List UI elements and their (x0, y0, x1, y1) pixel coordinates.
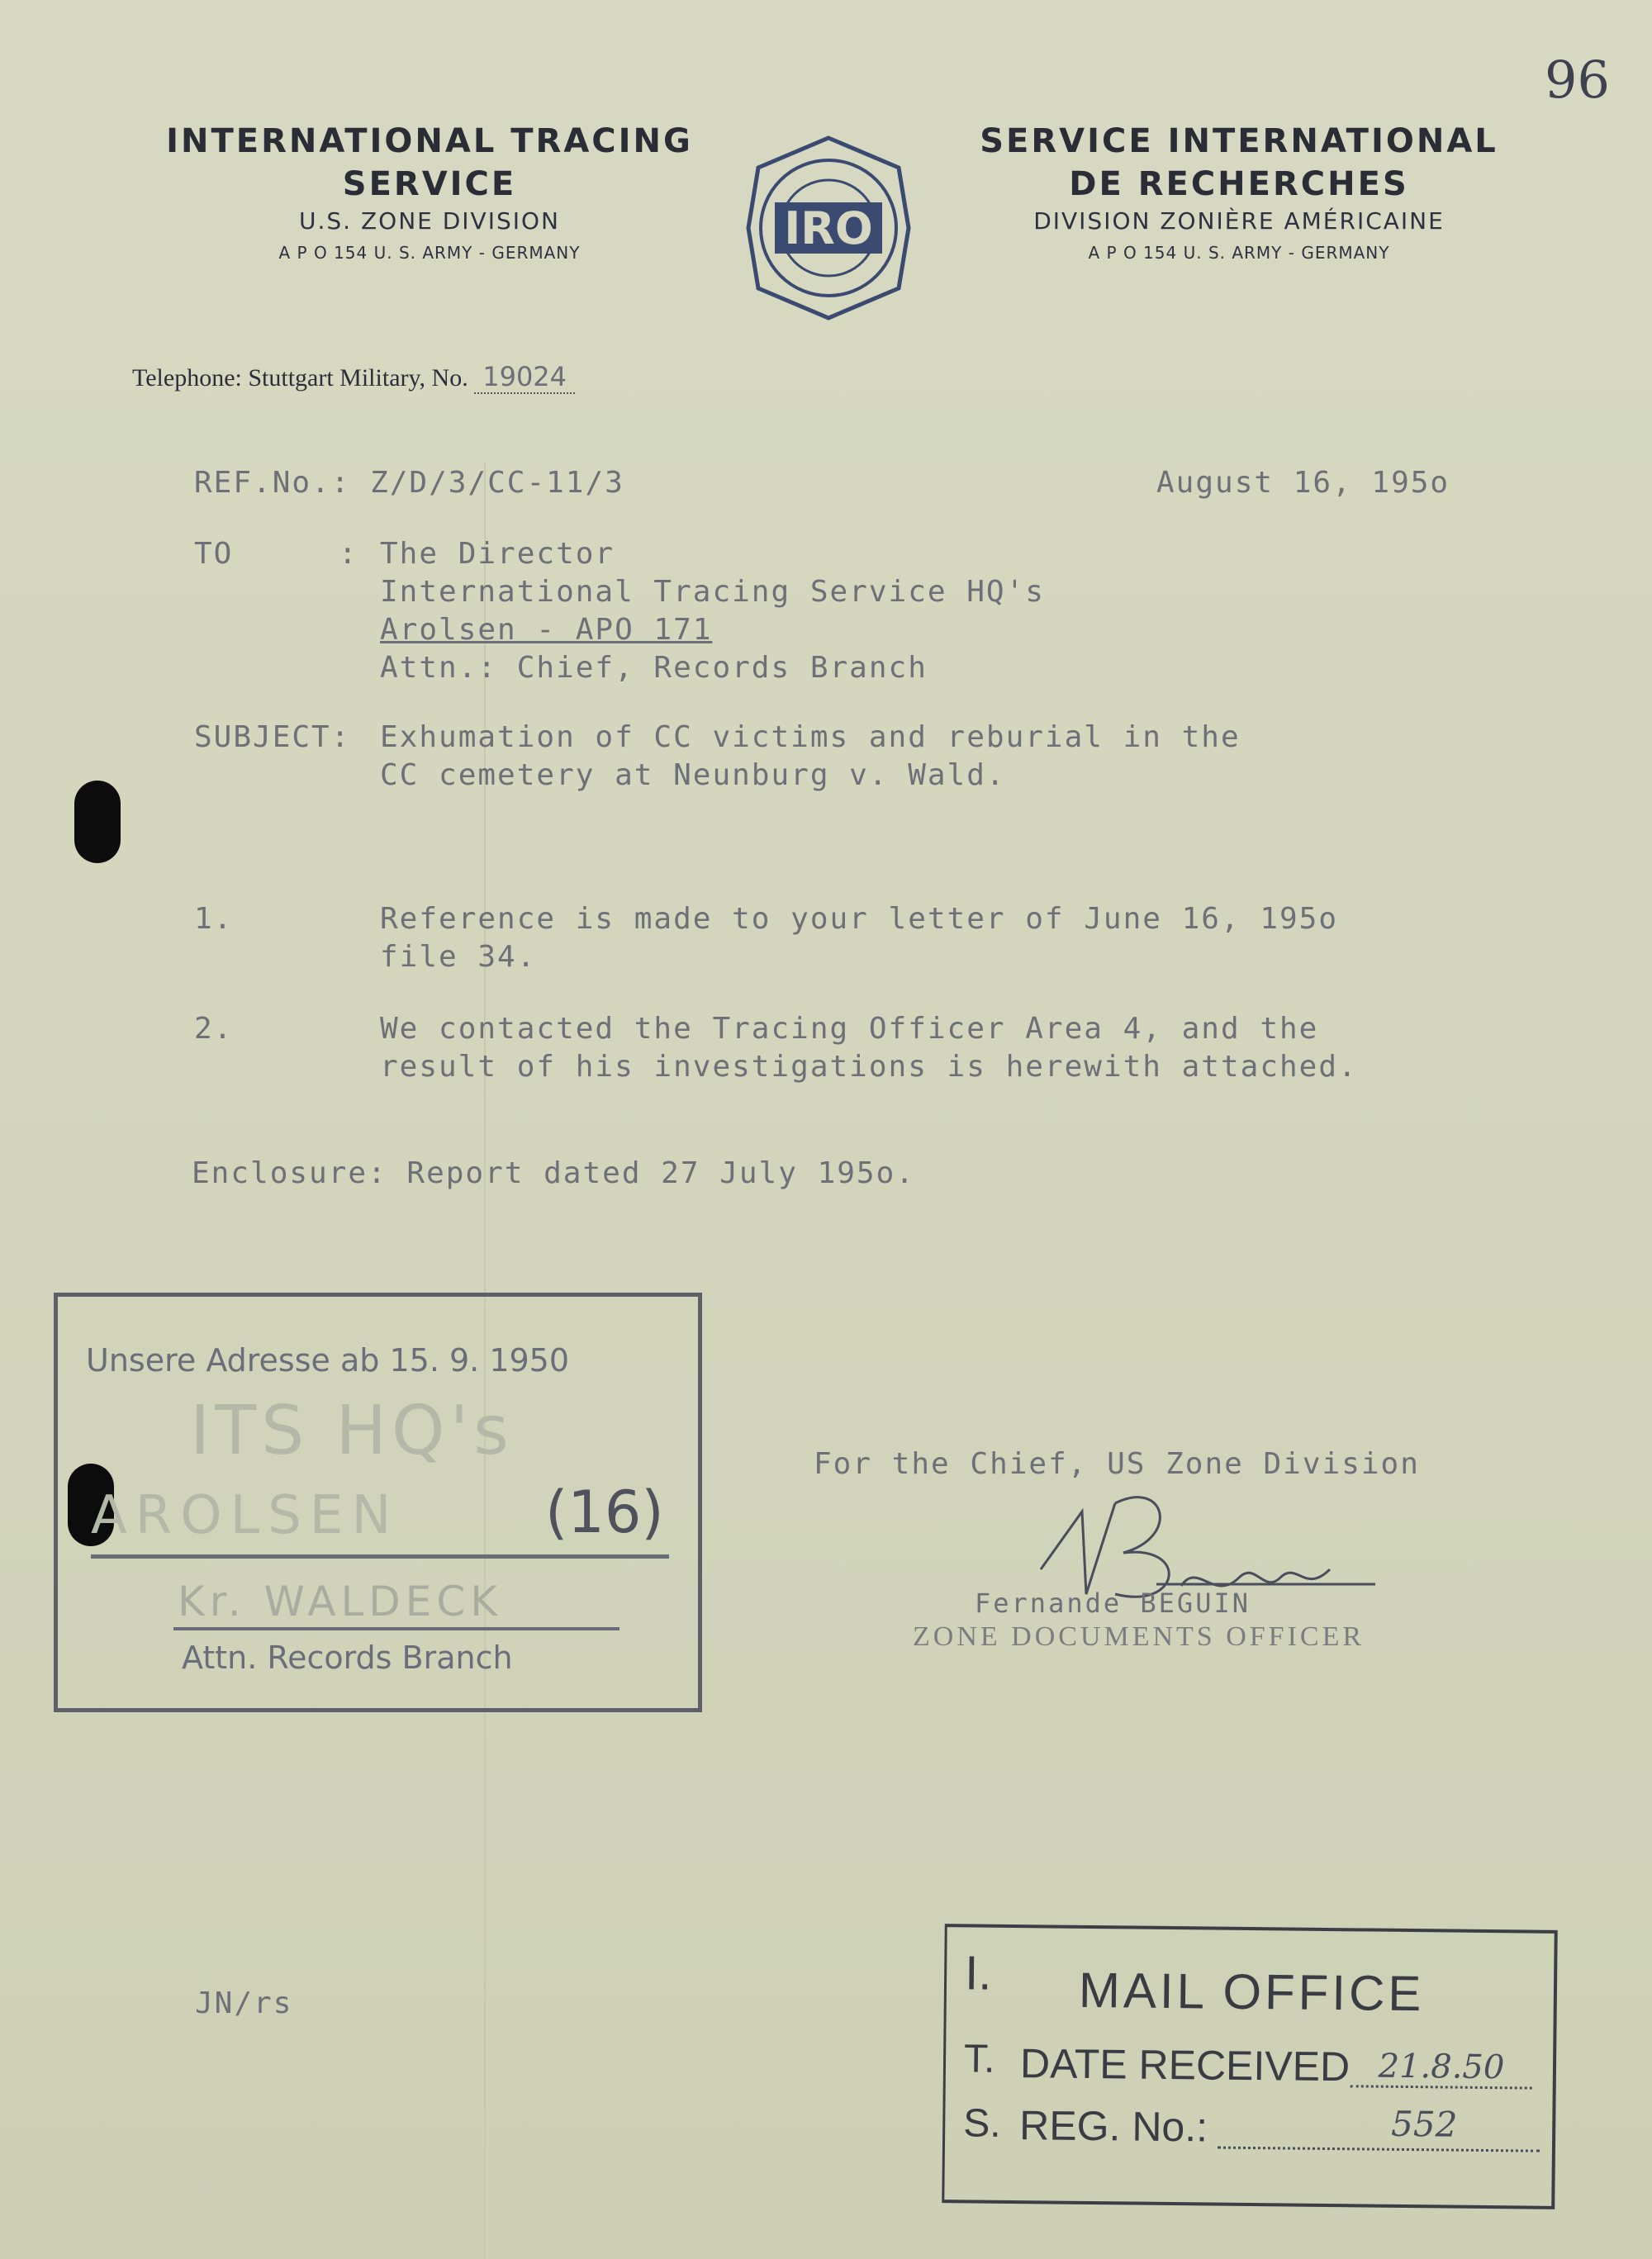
mail-stamp-side-letter: I. (964, 1946, 992, 2000)
to-colon: : (339, 537, 358, 571)
letterhead-left (116, 120, 743, 263)
paragraph-line: We contacted the Tracing Officer Area 4, and the (380, 1012, 1319, 1046)
address-stamp-line4: Kr. WALDECK (178, 1578, 503, 1625)
mail-stamp-reg-value: 552 (1390, 2103, 1458, 2145)
page-number: 96 (1545, 50, 1610, 110)
reference-number: REF.No.: Z/D/3/CC-11/3 (194, 466, 624, 500)
letterhead-right (925, 120, 1553, 263)
mail-stamp-received-label: DATE RECEIVED (1019, 2040, 1351, 2091)
to-label: TO (194, 537, 234, 571)
address-stamp-line5: Attn. Records Branch (182, 1640, 513, 1676)
mail-stamp-received-value: 21.8.50 (1351, 2047, 1533, 2089)
signature-title: ZONE DOCUMENTS OFFICER (913, 1621, 1365, 1652)
subject-block (380, 719, 1241, 795)
mail-stamp-title: MAIL OFFICE (1078, 1962, 1425, 2022)
address-stamp-code: (16) (545, 1478, 664, 1546)
paragraph (380, 1010, 1358, 1086)
punch-hole (74, 781, 121, 863)
paragraph-line: result of his investigations is herewith attached. (380, 1050, 1358, 1084)
letterhead-left-title-line1: INTERNATIONAL TRACING (166, 122, 693, 160)
subject-line: Exhumation of CC victims and reburial in the (380, 720, 1241, 754)
address-stamp-rule (173, 1627, 620, 1630)
telephone-label: Telephone: Stuttgart Military, No. (132, 364, 468, 392)
address-stamp (54, 1293, 702, 1712)
to-address-block (380, 535, 1045, 687)
enclosure-line: Enclosure: Report dated 27 July 195o. (192, 1156, 915, 1190)
paragraph (380, 900, 1338, 976)
address-stamp-rule (91, 1554, 669, 1559)
mail-stamp-reg-label: REG. No.: (1018, 2102, 1208, 2151)
signature-name: Fernande BEGUIN (975, 1587, 1251, 1619)
iro-logo (745, 135, 912, 321)
paragraph-line: file 34. (380, 940, 537, 974)
mail-stamp-side-letter: S. (962, 2101, 1001, 2146)
telephone-number: 19024 (474, 361, 575, 394)
to-line: Arolsen - APO 171 (380, 613, 713, 647)
to-line: The Director (380, 537, 615, 571)
subject-label: SUBJECT: (194, 720, 351, 754)
letterhead-left-title-line2: SERVICE (342, 165, 517, 203)
letterhead-right-title-line1: SERVICE INTERNATIONAL (980, 122, 1498, 160)
mail-stamp-reg-rule (1218, 2147, 1540, 2152)
typist-initials: JN/rs (195, 1986, 293, 2020)
address-stamp-line1: Unsere Adresse ab 15. 9. 1950 (86, 1342, 570, 1379)
address-stamp-line2: ITS HQ's (190, 1392, 514, 1470)
letter-date: August 16, 195o (1156, 466, 1450, 500)
mail-office-stamp (942, 1924, 1557, 2209)
paragraph-line: Reference is made to your letter of June 16, 195o (380, 902, 1339, 936)
letterhead-right-apo: A P O 154 U. S. ARMY - GERMANY (1088, 243, 1390, 263)
letterhead-right-division: DIVISION ZONIÈRE AMÉRICAINE (1033, 207, 1445, 235)
telephone-line (132, 361, 575, 392)
letterhead-right-title-line2: DE RECHERCHES (1069, 165, 1409, 203)
subject-line: CC cemetery at Neunburg v. Wald. (380, 758, 1006, 792)
letterhead-left-apo: A P O 154 U. S. ARMY - GERMANY (278, 243, 581, 263)
iro-logo-text: IRO (784, 202, 873, 254)
mail-stamp-side-letter: T. (963, 2037, 995, 2081)
to-line: International Tracing Service HQ's (380, 575, 1045, 609)
paragraph-number: 1. (194, 902, 234, 936)
to-line: Attn.: Chief, Records Branch (380, 651, 928, 685)
signature-for-line: For the Chief, US Zone Division (814, 1447, 1420, 1481)
address-stamp-city: AROLSEN (91, 1485, 400, 1546)
letterhead-left-division: U.S. ZONE DIVISION (299, 207, 560, 235)
paragraph-number: 2. (194, 1012, 234, 1046)
